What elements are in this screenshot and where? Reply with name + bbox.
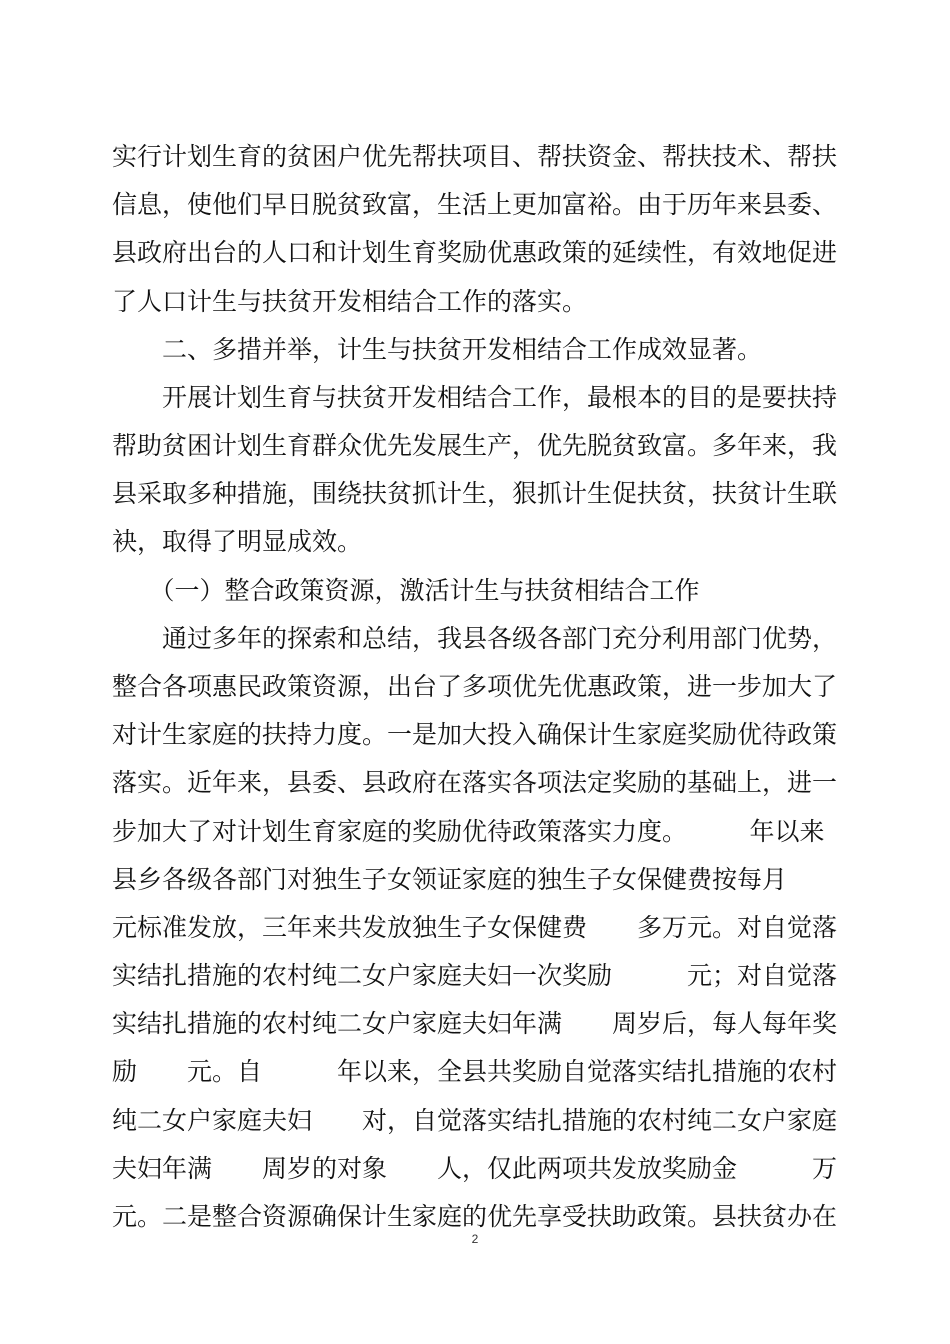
text-line: 县采取多种措施，围绕扶贫抓计生，狠抓计生促扶贫，扶贫计生联 bbox=[112, 479, 838, 508]
section-heading: 二、多措并举，计生与扶贫开发相结合工作成效显著。 bbox=[112, 335, 763, 364]
text-line: 元。二是整合资源确保计生家庭的优先享受扶助政策。县扶贫办在 bbox=[112, 1202, 838, 1231]
text-line: 整合各项惠民政策资源，出台了多项优先优惠政策，进一步加大了 bbox=[112, 672, 838, 701]
text-line: 开展计划生育与扶贫开发相结合工作，最根本的目的是要扶持 bbox=[112, 383, 838, 412]
text-line: 袂，取得了明显成效。 bbox=[112, 527, 363, 556]
text-line: 落实。近年来，县委、县政府在落实各项法定奖励的基础上，进一 bbox=[112, 768, 838, 797]
text-line: 对计生家庭的扶持力度。一是加大投入确保计生家庭奖励优待政策 bbox=[112, 720, 838, 749]
text-line: 实行计划生育的贫困户优先帮扶项目、帮扶资金、帮扶技术、帮扶 bbox=[112, 142, 838, 171]
text-line: 步加大了对计划生育家庭的奖励优待政策落实力度。 年以来 bbox=[112, 817, 825, 846]
text-line: 县政府出台的人口和计划生育奖励优惠政策的延续性，有效地促进 bbox=[112, 238, 838, 267]
page-number: 2 bbox=[471, 1232, 479, 1246]
text-line: 县乡各级各部门对独生子女领证家庭的独生子女保健费按每月 bbox=[112, 865, 788, 894]
text-line: 通过多年的探索和总结，我县各级各部门充分利用部门优势， bbox=[112, 624, 838, 653]
text-line: 帮助贫困计划生育群众优先发展生产，优先脱贫致富。多年来，我 bbox=[112, 431, 838, 460]
subsection-heading: （一）整合政策资源，激活计生与扶贫相结合工作 bbox=[112, 576, 700, 605]
text-line: 夫妇年满 周岁的对象 人，仅此两项共发放奖励金 万 bbox=[112, 1154, 838, 1183]
text-line: 励 元。自 年以来，全县共奖励自觉落实结扎措施的农村 bbox=[112, 1057, 838, 1086]
text-line: 元标准发放，三年来共发放独生子女保健费 多万元。对自觉落 bbox=[112, 913, 838, 942]
text-line: 实结扎措施的农村纯二女户家庭夫妇年满 周岁后，每人每年奖 bbox=[112, 1009, 838, 1038]
text-line: 纯二女户家庭夫妇 对，自觉落实结扎措施的农村纯二女户家庭 bbox=[112, 1106, 838, 1135]
text-line: 了人口计生与扶贫开发相结合工作的落实。 bbox=[112, 287, 588, 316]
text-line: 实结扎措施的农村纯二女户家庭夫妇一次奖励 元；对自觉落 bbox=[112, 961, 838, 990]
text-line: 信息，使他们早日脱贫致富，生活上更加富裕。由于历年来县委、 bbox=[112, 190, 838, 219]
